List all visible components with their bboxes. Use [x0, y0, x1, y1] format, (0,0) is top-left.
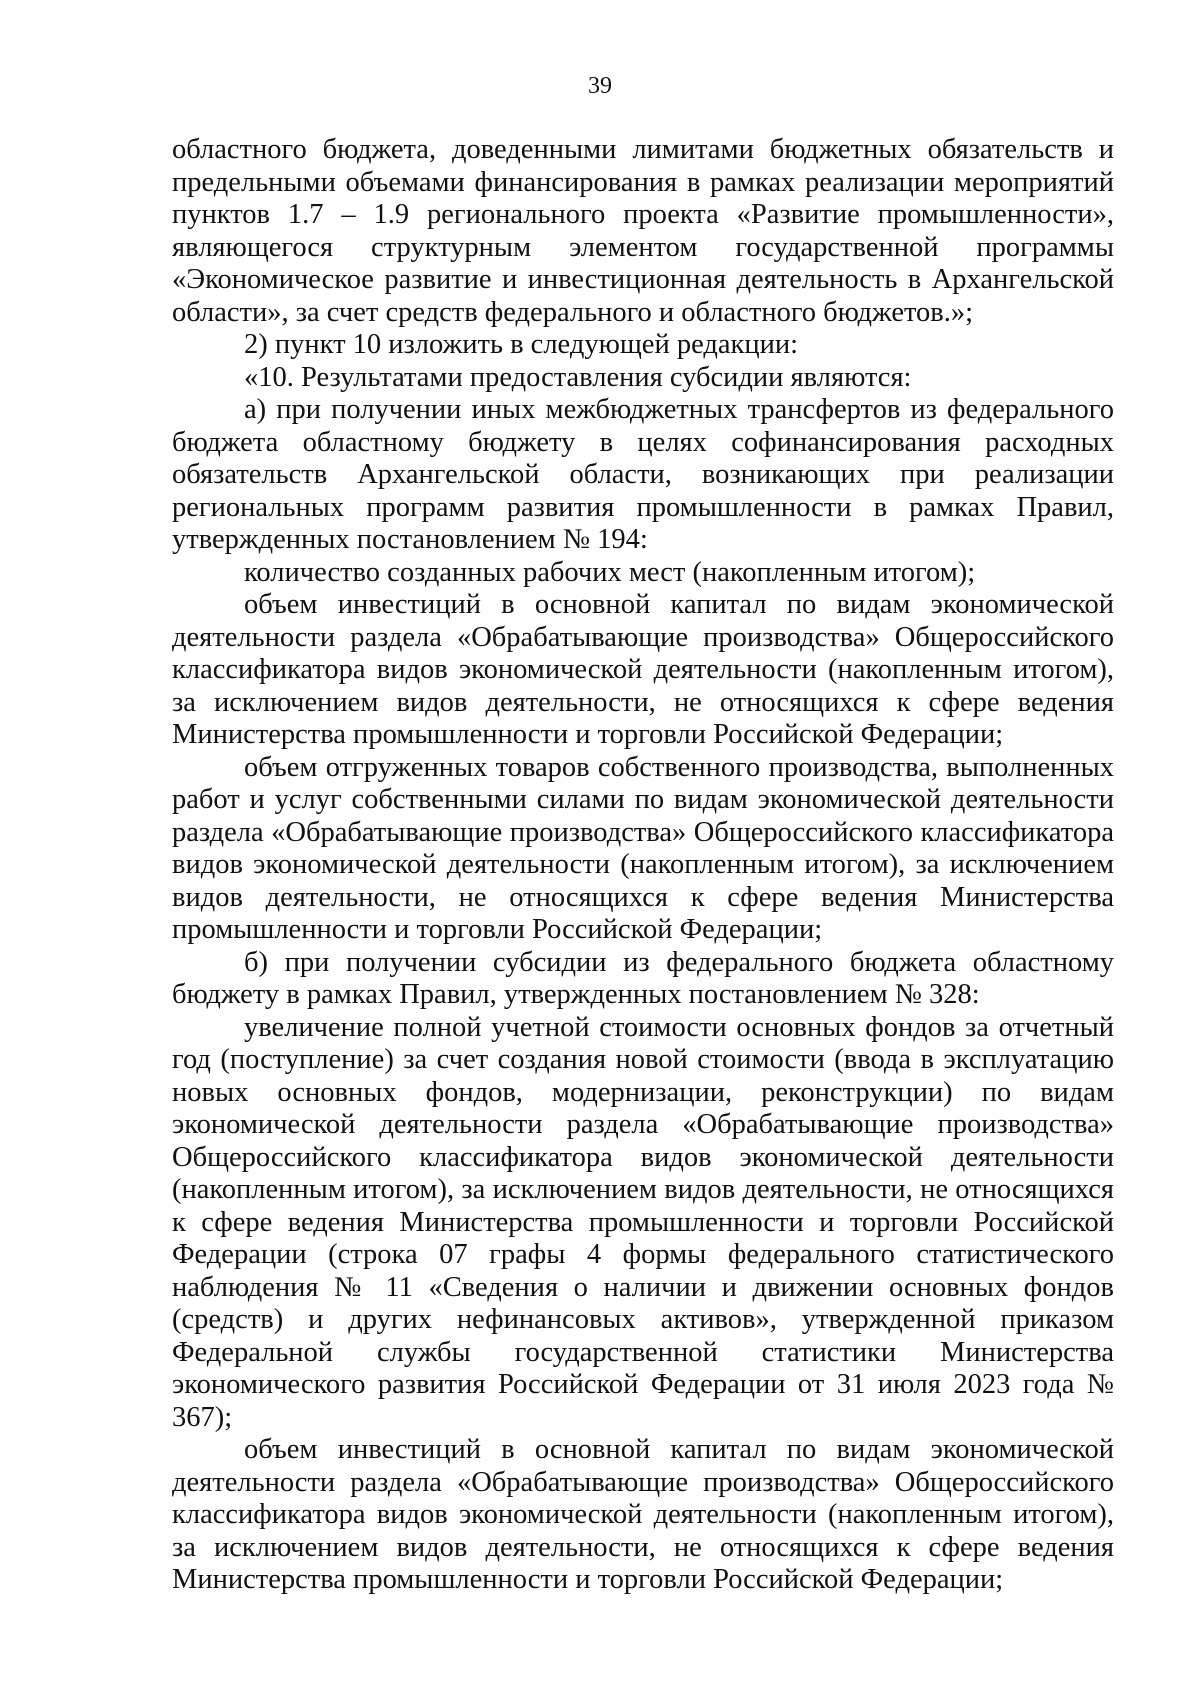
document-body	[172, 134, 1114, 1597]
paragraph: объем инвестиций в основной капитал по видам экономической деятельности раздела «Обрабатывающие производства» Общероссийского классификатора видов экономической деятельности (накопленным итогом), за исключением видов деятельности, не относящихся к сфере ведения Министерства промышленности и торговли Российской Федерации;	[172, 1434, 1114, 1595]
paragraph: увеличение полной учетной стоимости основных фондов за отчетный год (поступление) за счет создания новой стоимости (ввода в эксплуатацию новых основных фондов, модернизации, реконструкции) по видам экономической деятельности раздела «Обрабатывающие производства» Общероссийского классификатора видов экономической деятельности (накопленным итогом), за исключением видов деятельности, не относящихся к сфере ведения Министерства промышленности и торговли Российской Федерации (строка 07 графы 4 формы федерального статистического наблюдения № 11 «Сведения о наличии и движении основных фондов (средств) и других нефинансовых активов», утвержденной приказом Федеральной службы государственной статистики Министерства экономического развития Российской Федерации от 31 июля 2023 года № 367);	[172, 1011, 1114, 1433]
paragraph: 2) пункт 10 изложить в следующей редакции:	[244, 329, 799, 360]
paragraph: а) при получении иных межбюджетных трансфертов из федерального бюджета областному бюджету в целях софинансирования расходных обязательств Архангельской области, возникающих при реализации региональных программ развития промышленности в рамках Правил, утвержденных постановлением № 194:	[172, 394, 1114, 555]
page-number: 39	[588, 73, 612, 99]
paragraph: областного бюджета, доведенными лимитами бюджетных обязательств и предельными объемами финансирования в рамках реализации мероприятий пунктов 1.7 – 1.9 регионального проекта «Развитие промышленности», являющегося структурным элементом государственной программы «Экономическое развитие и инвестиционная деятельность в Архангельской области», за счет средств федерального и областного бюджетов.»;	[172, 134, 1114, 328]
paragraph: объем инвестиций в основной капитал по видам экономической деятельности раздела «Обрабатывающие производства» Общероссийского классификатора видов экономической деятельности (накопленным итогом), за исключением видов деятельности, не относящихся к сфере ведения Министерства промышленности и торговли Российской Федерации;	[172, 589, 1114, 750]
paragraph: объем отгруженных товаров собственного производства, выполненных работ и услуг собственными силами по видам экономической деятельности раздела «Обрабатывающие производства» Общероссийского классификатора видов экономической деятельности (накопленным итогом), за исключением видов деятельности, не относящихся к сфере ведения Министерства промышленности и торговли Российской Федерации;	[172, 751, 1114, 945]
paragraph: «10. Результатами предоставления субсидии являются:	[244, 361, 912, 393]
paragraph: количество созданных рабочих мест (накопленным итогом);	[244, 556, 976, 588]
paragraph: б) при получении субсидии из федерального бюджета областному бюджету в рамках Правил, утвержденных постановлением № 328:	[172, 946, 1114, 1010]
